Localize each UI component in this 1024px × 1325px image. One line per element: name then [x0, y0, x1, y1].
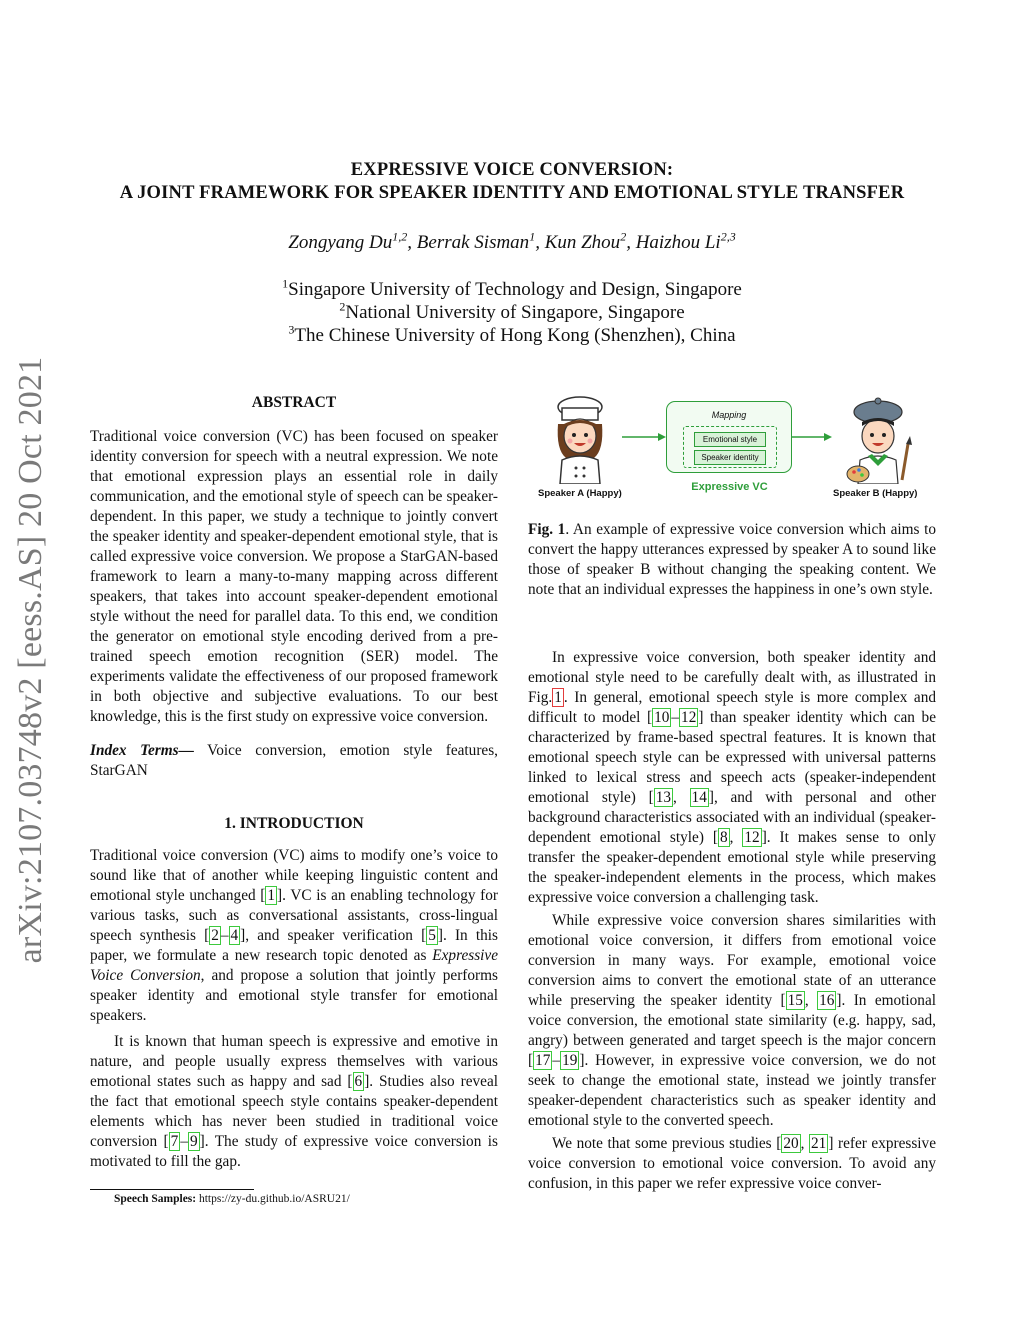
- intro-paragraph-2: [90, 1032, 498, 1172]
- author-affil-sup: 1,2: [392, 229, 408, 244]
- footnote-rule: [90, 1189, 254, 1190]
- citation-link[interactable]: 17: [535, 1052, 551, 1069]
- citation-link[interactable]: 13: [655, 789, 671, 806]
- affiliation: [60, 276, 964, 301]
- text-run: ]. Studies also reveal the fact that emotional speech style contains speaker-dependent elements which has never been studied in traditional voice conversion [: [90, 1073, 498, 1150]
- citation-link[interactable]: 8: [719, 829, 728, 846]
- emphasis: Expressive Voice Conversion: [90, 947, 498, 984]
- caption-label: Fig. 1: [528, 521, 566, 538]
- index-terms-label: Index Terms—: [90, 742, 194, 759]
- citation-link[interactable]: 15: [787, 992, 803, 1009]
- affiliation-text: Singapore University of Technology and Design, Singapore: [288, 279, 742, 300]
- citation-link[interactable]: 19: [562, 1052, 578, 1069]
- text-run: –: [552, 1052, 561, 1069]
- text-run: ]. However, in expressive voice conversion, we do not seek to change the emotional state, instead we jointly transfer speaker-dependent characteristics such as speaker identity and emotional style to the converted speech.: [528, 1052, 936, 1129]
- abstract-heading: ABSTRACT: [251, 394, 337, 411]
- citation-link[interactable]: 20: [783, 1135, 799, 1152]
- text-run: ]. It makes sense to only transfer the speaker-dependent emotional style while preserving the speaker-independent elements in the process, which makes expressive voice conversion a challenging task.: [528, 829, 936, 906]
- citation-link[interactable]: 1: [267, 887, 276, 904]
- citation-link[interactable]: 9: [189, 1133, 198, 1150]
- affiliation-text: The Chinese University of Hong Kong (Shenzhen), China: [294, 325, 736, 346]
- figure-1-caption: [528, 520, 936, 600]
- footnote: [114, 1193, 350, 1205]
- figure-1: [528, 392, 936, 504]
- text-run: –: [220, 927, 229, 944]
- speaker-a-label: Speaker A (Happy): [538, 488, 622, 499]
- right-paragraph-3: [528, 1134, 936, 1194]
- affiliation: [60, 299, 964, 324]
- text-run: ] refer expressive voice conversion to emotional voice conversion. To avoid any confusion, in this paper we refer expressive voice conver-: [528, 1135, 936, 1192]
- expressive-vc-label: Expressive VC: [691, 481, 768, 493]
- author-name: Kun Zhou: [544, 232, 621, 253]
- text-run: ]. In this paper, we formulate a new research topic denoted as: [90, 927, 498, 964]
- paper-title-line1: EXPRESSIVE VOICE CONVERSION:: [350, 160, 674, 180]
- text-run: ] than speaker identity which can be characterized by frame-based spectral features. It is known that emotional speech style can be expressed with universal patterns linked to lexical stress and speech acts (speaker-independent emotional style) [: [528, 709, 936, 806]
- author-list: Zongyang Du$^{1,2}$, Berrak Sisman$^1$, Kun Zhou$^2$, Haizhou Li$^{2,3}$: [288, 229, 736, 253]
- painter-avatar-icon: [846, 394, 916, 484]
- author-affil-sup: 1: [529, 229, 536, 244]
- author-name: Haizhou Li: [635, 232, 721, 253]
- expressive-vc-box: [666, 401, 792, 473]
- text-run: . In general, emotional speech style is more complex and difficult to model [: [528, 689, 936, 726]
- affiliation-sup: 1: [282, 276, 289, 291]
- text-run: ], and speaker verification [: [240, 927, 427, 944]
- citation-link[interactable]: 12: [744, 829, 760, 846]
- citation-link[interactable]: 21: [811, 1135, 827, 1152]
- right-paragraph-2: [528, 911, 936, 1131]
- text-run: ]. VC is an enabling technology for various tasks, such as conversational assistants, cross-lingual speech synthesis [: [90, 887, 498, 944]
- citation-link[interactable]: 2: [211, 927, 219, 944]
- affiliation-sup: 2: [339, 299, 346, 314]
- text-run: We note that some previous studies [: [552, 1135, 782, 1152]
- paper-title-line2: A JOINT FRAMEWORK FOR SPEAKER IDENTITY AND EMOTIONAL STYLE TRANSFER: [119, 183, 905, 203]
- arrow-right-icon: [792, 432, 832, 442]
- author-affil-sup: 2: [620, 229, 627, 244]
- citation-link[interactable]: 10: [654, 709, 670, 726]
- emotional-style-chip: Emotional style: [694, 432, 766, 447]
- citation-link[interactable]: 7: [170, 1133, 179, 1150]
- citation-link[interactable]: 5: [428, 927, 436, 944]
- text-run: ], and with personal and other background characteristics associated with an individual (speaker-dependent emotional style) [: [528, 789, 936, 846]
- speaker-b-label: Speaker B (Happy): [833, 488, 918, 499]
- text-run: Traditional voice conversion (VC) aims to modify one’s voice to sound like that of another while keeping linguistic content and emotional style unchanged [: [90, 847, 498, 904]
- right-paragraph-1: [528, 648, 936, 908]
- arrow-right-icon: [622, 432, 666, 442]
- text-run: –: [671, 709, 680, 726]
- abstract-text: Traditional voice conversion (VC) has been focused on speaker identity conversion for speech with a neutral expression. We note that emotional expression plays an essential role in daily communication, and the emotional style of speech can be speaker-dependent. In this paper, we study a technique to jointly convert the speaker identity and speaker-dependent emotional style, that is called expressive voice conversion. We propose a StarGAN-based framework to learn a many-to-many mapping across different speakers, that takes into account speaker-dependent emotional style without the need for parallel data. To this end, we condition the generator on emotional style encoding derived from a pre-trained speech emotion recognition (SER) model. The experiments validate the effectiveness of our proposed framework in both objective and subjective evaluations. To our best knowledge, this is the first study on expressive voice conversion.: [90, 428, 498, 725]
- text-run: , and propose a solution that jointly performs speaker identity and emotional style transfer for emotional speakers.: [90, 967, 498, 1024]
- text-run: ]. The study of expressive voice conversion is motivated to fill the gap.: [90, 1133, 498, 1170]
- affiliation: [60, 322, 964, 347]
- citation-link[interactable]: 6: [354, 1073, 363, 1090]
- affiliation-sup: 3: [288, 322, 295, 337]
- text-run: It is known that human speech is expressive and emotive in nature, and people usually express themselves with various emotional states such as happy and sad [: [90, 1033, 498, 1090]
- text-run: ,: [804, 992, 818, 1009]
- citation-link[interactable]: 12: [681, 709, 697, 726]
- text-run: –: [180, 1133, 188, 1150]
- speaker-identity-chip: Speaker identity: [694, 450, 766, 465]
- arxiv-stamp: arXiv:2107.03748v2 [eess.AS] 20 Oct 2021: [12, 356, 49, 964]
- citation-link[interactable]: 4: [230, 927, 239, 944]
- right-column: [528, 648, 936, 1194]
- author-affil-sup: 2,3: [720, 229, 736, 244]
- intro-paragraph-1: [90, 846, 498, 1026]
- mapping-label: Mapping: [711, 410, 747, 420]
- index-terms: [90, 741, 498, 781]
- text-run: ,: [673, 789, 690, 806]
- footnote-url[interactable]: https://zy-du.github.io/ASRU21/: [196, 1193, 350, 1205]
- text-run: ]. In emotional voice conversion, the emotional state similarity (e.g. happy, sad, angry) between generated and target speech is the major concern [: [528, 992, 936, 1069]
- citation-link[interactable]: 14: [691, 789, 707, 806]
- index-terms-text: Voice conversion, emotion style features, StarGAN: [90, 742, 498, 779]
- chef-avatar-icon: [550, 394, 610, 484]
- author-name: Berrak Sisman: [416, 232, 530, 253]
- text-run: In expressive voice conversion, both speaker identity and emotional style need to be carefully dealt with, as illustrated in Fig.: [528, 649, 936, 706]
- text-run: ,: [800, 1135, 810, 1152]
- figure-link[interactable]: 1: [554, 689, 562, 706]
- author-name: Zongyang Du: [288, 232, 393, 253]
- text-run: ,: [729, 829, 743, 846]
- intro-heading: 1. INTRODUCTION: [224, 815, 364, 832]
- left-column: [90, 393, 498, 1172]
- text-run: While expressive voice conversion shares similarities with emotional voice conversion, it differs from emotional voice conversion in many ways. For example, emotional voice conversion aims to convert the emotional state of an utterance while preserving the speaker identity [: [528, 912, 936, 1009]
- mapping-inner-box: [683, 426, 777, 468]
- affiliation-text: National University of Singapore, Singapore: [345, 302, 685, 323]
- citation-link[interactable]: 16: [819, 992, 835, 1009]
- caption-text: . An example of expressive voice conversion which aims to convert the happy utterances expressed by speaker A to sound like those of speaker B without changing the speaking content. We note that an individual expresses the happiness in one’s own style.: [528, 521, 936, 598]
- footnote-label: Speech Samples:: [114, 1193, 197, 1205]
